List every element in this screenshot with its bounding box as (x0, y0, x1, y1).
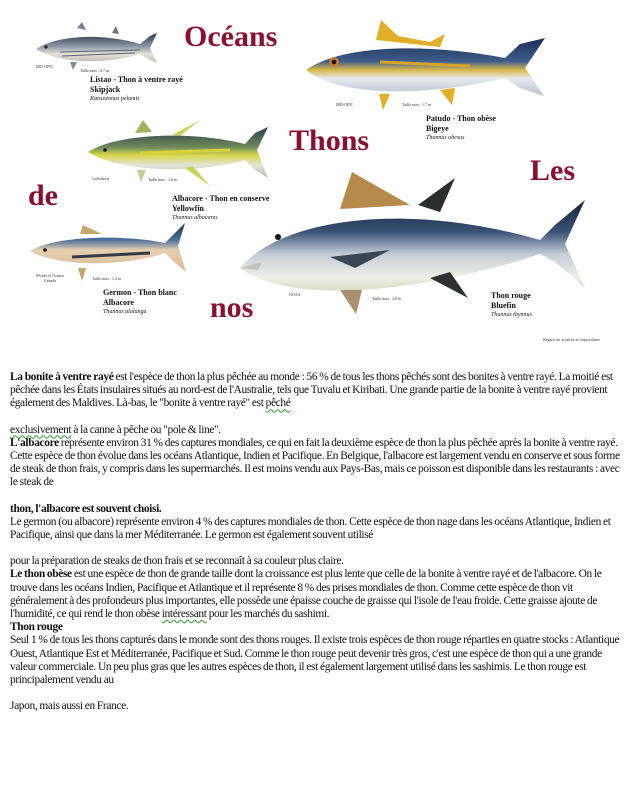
article-body (10, 371, 620, 713)
paragraph-bluefin-cont (10, 700, 620, 713)
bigeye-text: est une espèce de thon de grande taille dont la croissance est plus lente que celle de la bonite à ventre rayé et de l'albacore. On le trouve dans les océans Indien, Pacifique et Atlantique et il représente 8 % des prises mondiales de thon. Comme cette espèce de thon vit généralement à des profondeurs plus importantes, elle possède une épaisse couche de graisse qui l'isole de l'eau froide. Cette graisse ajoute de l'humidité, ce qui rend le thon obèse (10, 568, 602, 621)
title-word-oceans: Océans (184, 20, 278, 53)
paragraph-yellowfin-cont (10, 503, 620, 516)
paragraph-skipjack (10, 371, 620, 411)
paragraph-skipjack-cont (10, 424, 620, 437)
bluefin-name-en: Bluefin (491, 301, 516, 310)
skipjack-text-cont: à la canne à pêche ou "pole & line". (71, 423, 221, 436)
bluefin-heading-text: Thon rouge (10, 621, 63, 634)
paragraph-albacore (10, 516, 620, 542)
poster-footer-credit: Regard sur la pêche et l'aquaculture (543, 337, 601, 342)
yellowfin-caption (172, 194, 269, 222)
skipjack-credit: IRD-OPIC (36, 64, 54, 69)
title-word-de: de (28, 179, 58, 212)
bigeye-credit: IRD-OPIC (336, 102, 354, 107)
bigeye-caption (426, 114, 496, 142)
spellcheck-word: exclusivement (10, 423, 72, 436)
skipjack-caption (90, 75, 183, 103)
bluefin-scientific: Thunnus thynnus (491, 312, 532, 318)
albacore-name-fr: Germon - Thon blanc (103, 288, 177, 297)
bluefin-credit: NOAA (289, 292, 301, 297)
albacore-text: Le germon (ou albacore) représente environ 4 % des captures mondiales de thon. Cette espèce de thon nage dans les océans Atlantique, Indien et Pacifique, ainsi que dans la mer Méditerranée. Le germon est également souvent utilisé (10, 515, 611, 542)
albacore-credit: Pêches et Océans Canada (36, 273, 64, 283)
bluefin-caption (491, 291, 532, 319)
bigeye-fish-icon (306, 20, 545, 110)
albacore-caption (103, 288, 177, 316)
yellowfin-credit: Golfobreiz (92, 176, 110, 181)
albacore-name-en: Albacore (103, 298, 134, 307)
skipjack-name-fr: Listao - Thon à ventre rayé (90, 75, 183, 84)
tuna-poster (0, 0, 625, 350)
skipjack-name-en: Skipjack (90, 85, 121, 94)
skipjack-fish-icon (36, 22, 157, 70)
albacore-scientific: Thunnus alalunga (103, 309, 147, 315)
paragraph-bluefin (10, 634, 620, 687)
title-word-nos: nos (210, 291, 254, 324)
bigeye-text-tail: pour les marchés du sashimi. (206, 608, 330, 621)
bigeye-max-size: Taille max : 1,7 m (402, 102, 432, 107)
title-word-les: Les (530, 154, 575, 187)
yellowfin-heading: L'albacore (10, 436, 59, 449)
bluefin-heading (10, 621, 620, 634)
bigeye-name-fr: Patudo - Thon obèse (426, 114, 496, 123)
yellowfin-scientific: Thunnus albacares (172, 215, 218, 221)
skipjack-heading: La bonite à ventre rayé (10, 371, 114, 383)
bluefin-text: Seul 1 % de tous les thons capturés dans le monde sont des thons rouges. Il existe trois espèces de thon rouge réparties en quatre stocks : Atlantique Ouest, Atlantique Est et Méditerranée, Pacifique et Sud. Comme le thon rouge peut devenir très gros, c'est une espèce de thon qui a une grande valeur commerciale. Un peu plus gras que les autres espèces de thon, il est également largement utilisé dans les sashimis. Le thon rouge est principalement vendu au (10, 634, 620, 687)
skipjack-scientific: Katsuwonus pelamis (90, 96, 140, 102)
bluefin-name-fr: Thon rouge (491, 291, 531, 300)
paragraph-bigeye (10, 568, 620, 621)
title-word-thons: Thons (289, 124, 370, 157)
yellowfin-name-en: Yellowfin (172, 204, 204, 213)
bigeye-name-en: Bigeye (426, 124, 449, 133)
paragraph-albacore-cont (10, 555, 620, 568)
paragraph-yellowfin (10, 437, 620, 490)
spellcheck-word: intéressant (161, 608, 207, 621)
bluefin-max-size: Taille max : 3,0 m (372, 296, 402, 301)
yellowfin-name-fr: Albacore - Thon en conserve (172, 194, 270, 203)
albacore-max-size: Taille max : 1,2 m (92, 276, 122, 281)
spellcheck-word: pêché (265, 397, 291, 410)
yellowfin-max-size: Taille max : 1,8 m (148, 177, 178, 182)
yellowfin-fish-icon (88, 120, 268, 186)
yellowfin-text-cont: thon, l'albacore est souvent choisi. (10, 502, 162, 515)
bigeye-heading: Le thon obèse (10, 568, 72, 581)
yellowfin-text: représente environ 31 % des captures mondiales, ce qui en fait la deuxième espèce de thon la plus pêchée après la bonite à ventre rayé. Cette espèce de thon évolue dans les océans Atlantique, Indien et Pacifique. En Belgique, l'albacore est largement vendu en conserve et sous forme de steak de thon frais, y compris dans les supermarchés. Il est moins vendu aux Pays-Bas, mais ce poisson est disponible dans les restaurants : avec le steak de (10, 436, 620, 489)
bluefin-text-cont: Japon, mais aussi en France. (10, 700, 129, 713)
bigeye-scientific: Thunnus obesus (426, 135, 465, 141)
skipjack-text: est l'espèce de thon la plus pêchée au monde : 56 % de tous les thons pêchés sont des bonites à ventre rayé. La moitié est pêchée dans les États insulaires situés au nord-est de l'Australie, tels que Tuvalu et Kiribati. Une grande partie de la bonite à ventre rayé provient également des Maldives. Là-bas, le "bonite à ventre rayé" est (10, 371, 613, 410)
albacore-text-cont: pour la préparation de steaks de thon frais et se reconnaît à sa couleur plus claire. (10, 555, 344, 568)
skipjack-max-size: Taille max : 0,7 m (80, 68, 110, 73)
